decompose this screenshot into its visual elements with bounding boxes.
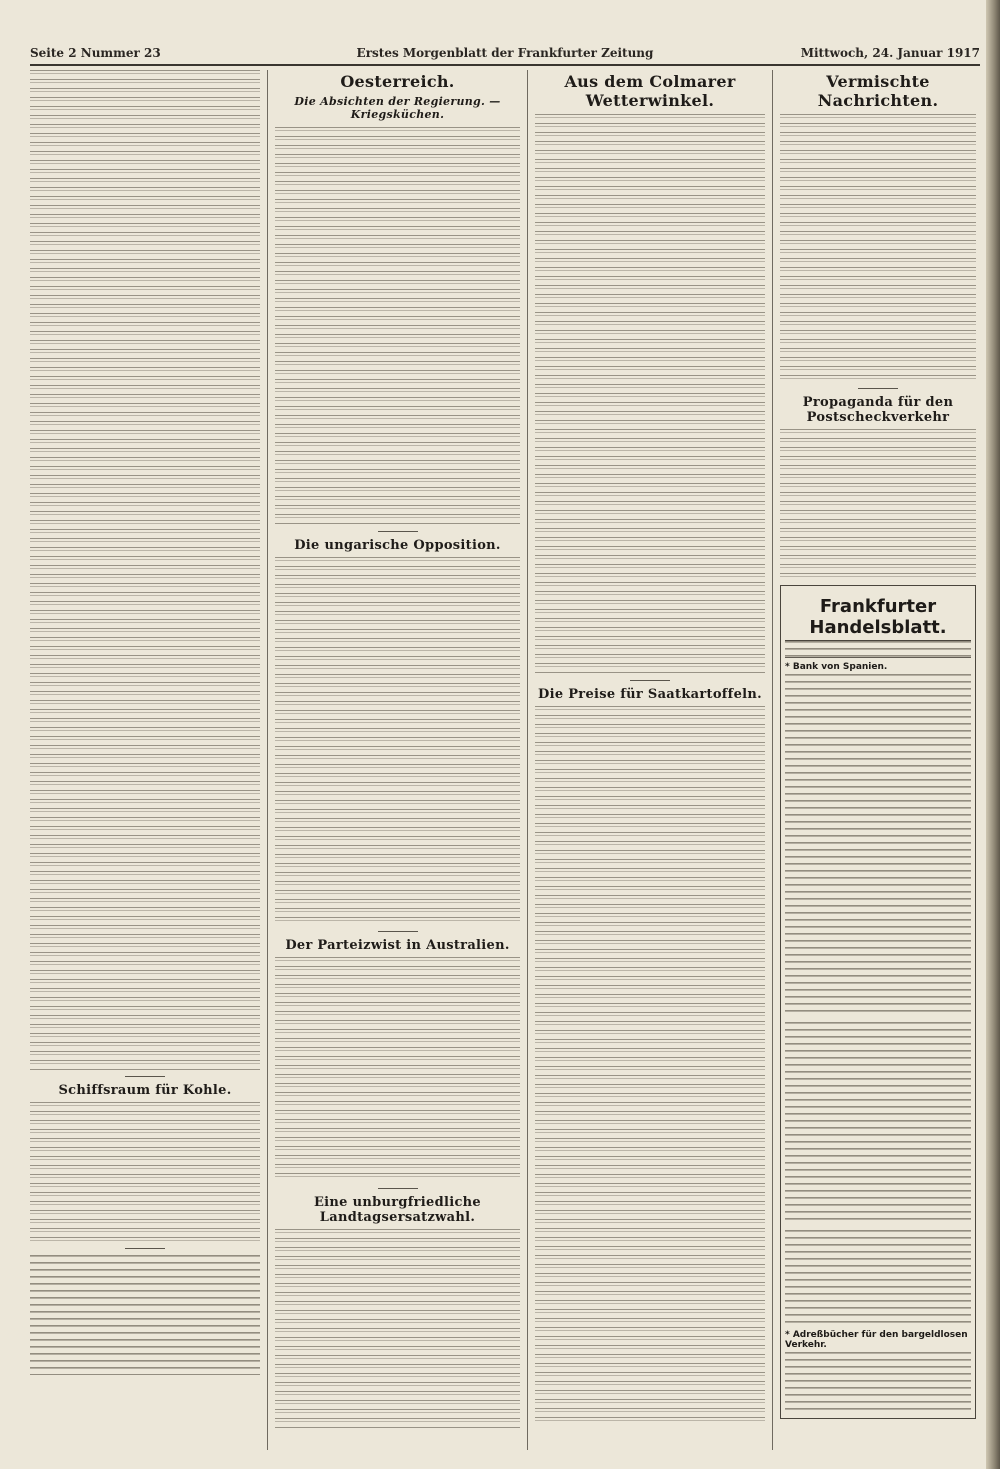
separator <box>125 1076 165 1077</box>
separator <box>378 931 418 932</box>
article-text <box>535 706 765 1426</box>
separator <box>378 531 418 532</box>
article-text <box>780 114 976 382</box>
article-text <box>275 557 520 925</box>
article-text <box>30 1255 260 1375</box>
headline-oesterreich: Oesterreich. <box>340 72 455 91</box>
headline-ungarische-opposition: Die ungarische Opposition. <box>294 538 501 553</box>
headline-landtagsersatzwahl: Eine unburgfriedliche Landtagsersatzwahl. <box>313 1195 482 1225</box>
article-text <box>780 429 976 579</box>
handelsblatt-masthead: Frankfurter Handelsblatt. <box>785 590 971 641</box>
book-binding-edge <box>986 0 1000 1469</box>
running-head <box>30 46 980 64</box>
article-text <box>275 957 520 1182</box>
subheadline-absichten: Die Absichten der Regierung. — Kriegsküchen. <box>294 95 501 121</box>
article-head-adressbuecher: * Adreßbücher für den bargeldlosen Verkehr. <box>785 1330 968 1350</box>
article-text <box>785 1352 971 1412</box>
separator <box>378 1188 418 1189</box>
handelsblatt-section <box>780 585 976 1419</box>
headline-colmarer-wetterwinkel: Aus dem Colmarer Wetterwinkel. <box>564 72 736 110</box>
headline-schiffsraum: Schiffsraum für Kohle. <box>58 1083 232 1098</box>
article-text <box>30 70 260 1070</box>
headline-saatkartoffeln: Die Preise für Saatkartoffeln. <box>538 687 762 702</box>
header-rule <box>30 64 980 66</box>
newspaper-title: Erstes Morgenblatt der Frankfurter Zeitung <box>356 46 654 60</box>
headline-parteizwist: Der Parteizwist in Australien. <box>285 938 510 953</box>
article-text <box>275 127 520 525</box>
separator <box>858 388 898 389</box>
issue-date: Mittwoch, 24. Januar 1917 <box>800 46 980 60</box>
article-text <box>535 114 765 674</box>
column-1 <box>30 70 260 1450</box>
article-text <box>275 1229 520 1429</box>
column-rule <box>267 70 268 1450</box>
separator <box>125 1248 165 1249</box>
article-text <box>30 1102 260 1242</box>
headline-propaganda-postscheck: Propaganda für den Postscheckverkehr <box>802 395 954 425</box>
column-4 <box>780 70 976 1450</box>
column-2 <box>275 70 520 1450</box>
column-3 <box>535 70 765 1450</box>
page-number: Seite 2 Nummer 23 <box>30 46 161 60</box>
article-text <box>785 1230 971 1326</box>
column-rule <box>772 70 773 1450</box>
column-rule <box>527 70 528 1450</box>
separator <box>630 680 670 681</box>
headline-vermischte-nachrichten: Vermischte Nachrichten. <box>817 72 939 110</box>
handelsblatt-subline <box>785 641 971 658</box>
article-text <box>785 1022 971 1222</box>
article-head-bank-spanien: * Bank von Spanien. <box>785 662 888 672</box>
article-text <box>785 674 971 1014</box>
